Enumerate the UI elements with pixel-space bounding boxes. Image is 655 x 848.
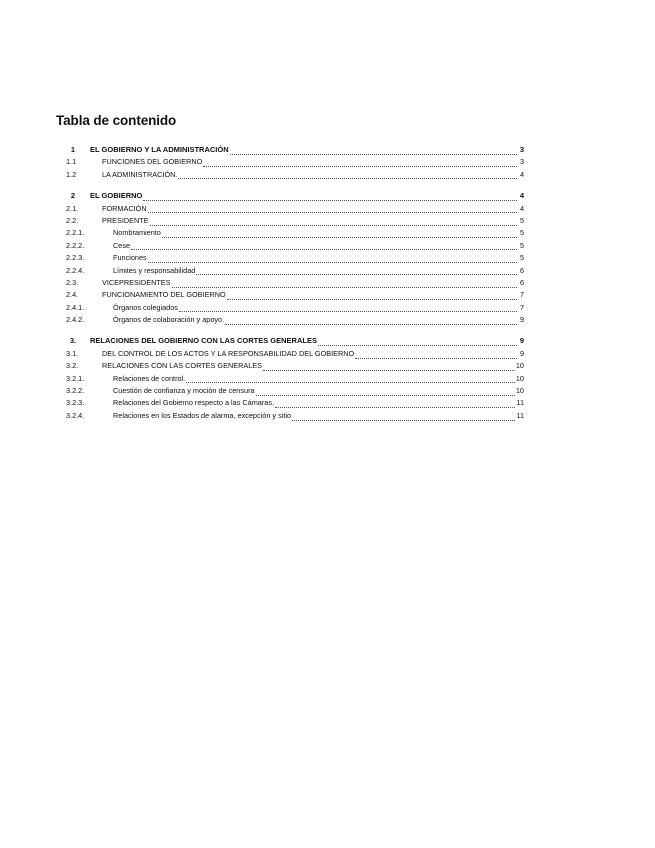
toc-entry-page: 5 [519, 253, 524, 263]
toc-entry-number: 3.2. [66, 361, 79, 371]
toc-dot-leader [203, 158, 517, 167]
toc-entry-page: 10 [515, 386, 524, 396]
toc-title: Tabla de contenido [56, 113, 177, 128]
toc-dot-leader [162, 229, 517, 238]
toc-dot-leader [292, 412, 515, 421]
toc-dot-leader [225, 316, 517, 325]
toc-dot-leader [148, 204, 517, 213]
toc-entry-label: EL GOBIERNO Y LA ADMINISTRACIÓN [90, 145, 229, 154]
toc-entry-label: Relaciones en los Estados de alarma, excepción y sitio [113, 410, 292, 420]
toc-entry[interactable] [56, 410, 524, 422]
toc-entry[interactable] [56, 252, 524, 264]
toc-entry-label: Límites y responsabilidad [113, 265, 196, 275]
toc-entry-number: 2.1. [66, 203, 79, 213]
toc-entry-label: Cuestión de confianza y moción de censura [113, 386, 255, 396]
toc-list [56, 144, 524, 422]
toc-entry-number: 2.2.4. [66, 265, 85, 275]
toc-dot-leader [275, 399, 515, 408]
toc-entry-label: Órganos colegiados [113, 302, 178, 312]
toc-dot-leader [230, 146, 517, 155]
toc-entry-page: 4 [519, 169, 524, 179]
toc-entry-page: 11 [516, 398, 524, 408]
toc-entry[interactable] [56, 203, 524, 215]
toc-entry-number: 2.3. [66, 277, 79, 287]
toc-dot-leader [131, 241, 517, 250]
toc-dot-leader [179, 303, 517, 312]
toc-dot-leader [186, 374, 515, 383]
toc-dot-leader [172, 279, 517, 288]
toc-entry-page: 5 [519, 215, 524, 225]
toc-entry-number: 2.2.1. [66, 228, 85, 238]
toc-entry-page: 7 [519, 290, 524, 300]
toc-entry-label: VICEPRESIDENTES [102, 277, 171, 287]
toc-entry-number: 3.2.3. [66, 398, 85, 408]
toc-entry-label: Órganos de colaboración y apoyo. [113, 315, 225, 325]
toc-entry-page: 6 [519, 277, 524, 287]
toc-dot-leader [263, 362, 515, 371]
toc-entry[interactable] [56, 156, 524, 168]
toc-entry[interactable] [56, 215, 524, 227]
toc-dot-leader [148, 254, 517, 263]
toc-entry-number: 3. [69, 336, 77, 346]
toc-entry-number: 3.1. [66, 348, 79, 358]
toc-entry-number: 3.2.1. [66, 373, 85, 383]
toc-entry-label: RELACIONES DEL GOBIERNO CON LAS CORTES GENERALES [90, 336, 317, 346]
toc-entry-page: 3 [519, 145, 524, 154]
toc-dot-leader [196, 266, 517, 275]
toc-dot-leader [150, 217, 517, 226]
toc-entry-number: 3.2.2. [66, 386, 85, 396]
toc-entry-label: Nombramiento [113, 228, 161, 238]
toc-entry-number: 1.2 [66, 169, 77, 179]
toc-entry-number: 2.4.1. [66, 302, 85, 312]
toc-entry[interactable] [56, 397, 524, 409]
toc-entry-number: 1 [70, 145, 76, 154]
toc-entry[interactable] [56, 240, 524, 252]
toc-entry[interactable] [56, 265, 524, 277]
toc-entry-number: 1.1 [66, 157, 77, 167]
toc-entry-number: 2.4. [66, 290, 79, 300]
toc-entry-page: 7 [519, 302, 524, 312]
toc-entry[interactable] [56, 190, 524, 202]
toc-entry-page: 3 [519, 157, 524, 167]
toc-entry-label: Relaciones de control. [113, 373, 186, 383]
toc-entry-number: 2.4.2. [66, 315, 85, 325]
toc-entry[interactable] [56, 314, 524, 326]
toc-entry-label: Relaciones del Gobierno respecto a las Cámaras. [113, 398, 275, 408]
toc-entry[interactable] [56, 335, 524, 347]
toc-dot-leader [178, 170, 517, 179]
toc-entry-label: PRESIDENTE [102, 215, 149, 225]
toc-entry-label: LA ADMINISTRACIÓN. [102, 169, 178, 179]
toc-entry-number: 2.2. [66, 215, 79, 225]
toc-entry[interactable] [56, 277, 524, 289]
toc-entry[interactable] [56, 289, 524, 301]
toc-entry-label: FORMACIÓN [102, 203, 147, 213]
toc-dot-leader [355, 350, 517, 359]
toc-entry-page: 11 [516, 410, 524, 420]
toc-entry-number: 2.2.2. [66, 240, 85, 250]
toc-entry-page: 5 [519, 240, 524, 250]
toc-entry-label: EL GOBIERNO [90, 191, 143, 201]
toc-entry-number: 2 [70, 191, 76, 201]
toc-entry-label: DEL CONTROL DE LOS ACTOS Y LA RESPONSABILIDAD DEL GOBIERNO [102, 348, 355, 358]
toc-entry-number: 3.2.4. [66, 410, 85, 420]
toc-entry-number: 2.2.3. [66, 253, 85, 263]
toc-entry[interactable] [56, 348, 524, 360]
toc-entry-label: Cese [113, 240, 131, 250]
toc-entry-page: 10 [515, 373, 524, 383]
toc-entry-page: 10 [515, 361, 524, 371]
toc-entry-page: 4 [519, 191, 524, 201]
toc-entry[interactable] [56, 302, 524, 314]
toc-entry-label: Funciones [113, 253, 147, 263]
toc-entry-page: 5 [519, 228, 524, 238]
toc-entry-label: FUNCIONES DEL GOBIERNO [102, 157, 203, 167]
toc-entry[interactable] [56, 385, 524, 397]
toc-entry[interactable] [56, 373, 524, 385]
toc-entry[interactable] [56, 144, 524, 156]
toc-entry-page: 4 [519, 203, 524, 213]
toc-dot-leader [227, 291, 517, 300]
toc-entry-page: 9 [519, 336, 524, 346]
toc-entry-page: 9 [519, 315, 524, 325]
toc-entry-label: FUNCIONAMIENTO DEL GOBIERNO [102, 290, 226, 300]
toc-entry[interactable] [56, 227, 524, 239]
toc-dot-leader [256, 387, 515, 396]
toc-dot-leader [143, 192, 517, 201]
toc-entry-page: 9 [519, 348, 524, 358]
toc-entry-label: RELACIONES CON LAS CORTES GENERALES [102, 361, 263, 371]
toc-dot-leader [318, 337, 517, 346]
toc-entry[interactable] [56, 169, 524, 181]
toc-entry-page: 6 [519, 265, 524, 275]
toc-entry[interactable] [56, 360, 524, 372]
